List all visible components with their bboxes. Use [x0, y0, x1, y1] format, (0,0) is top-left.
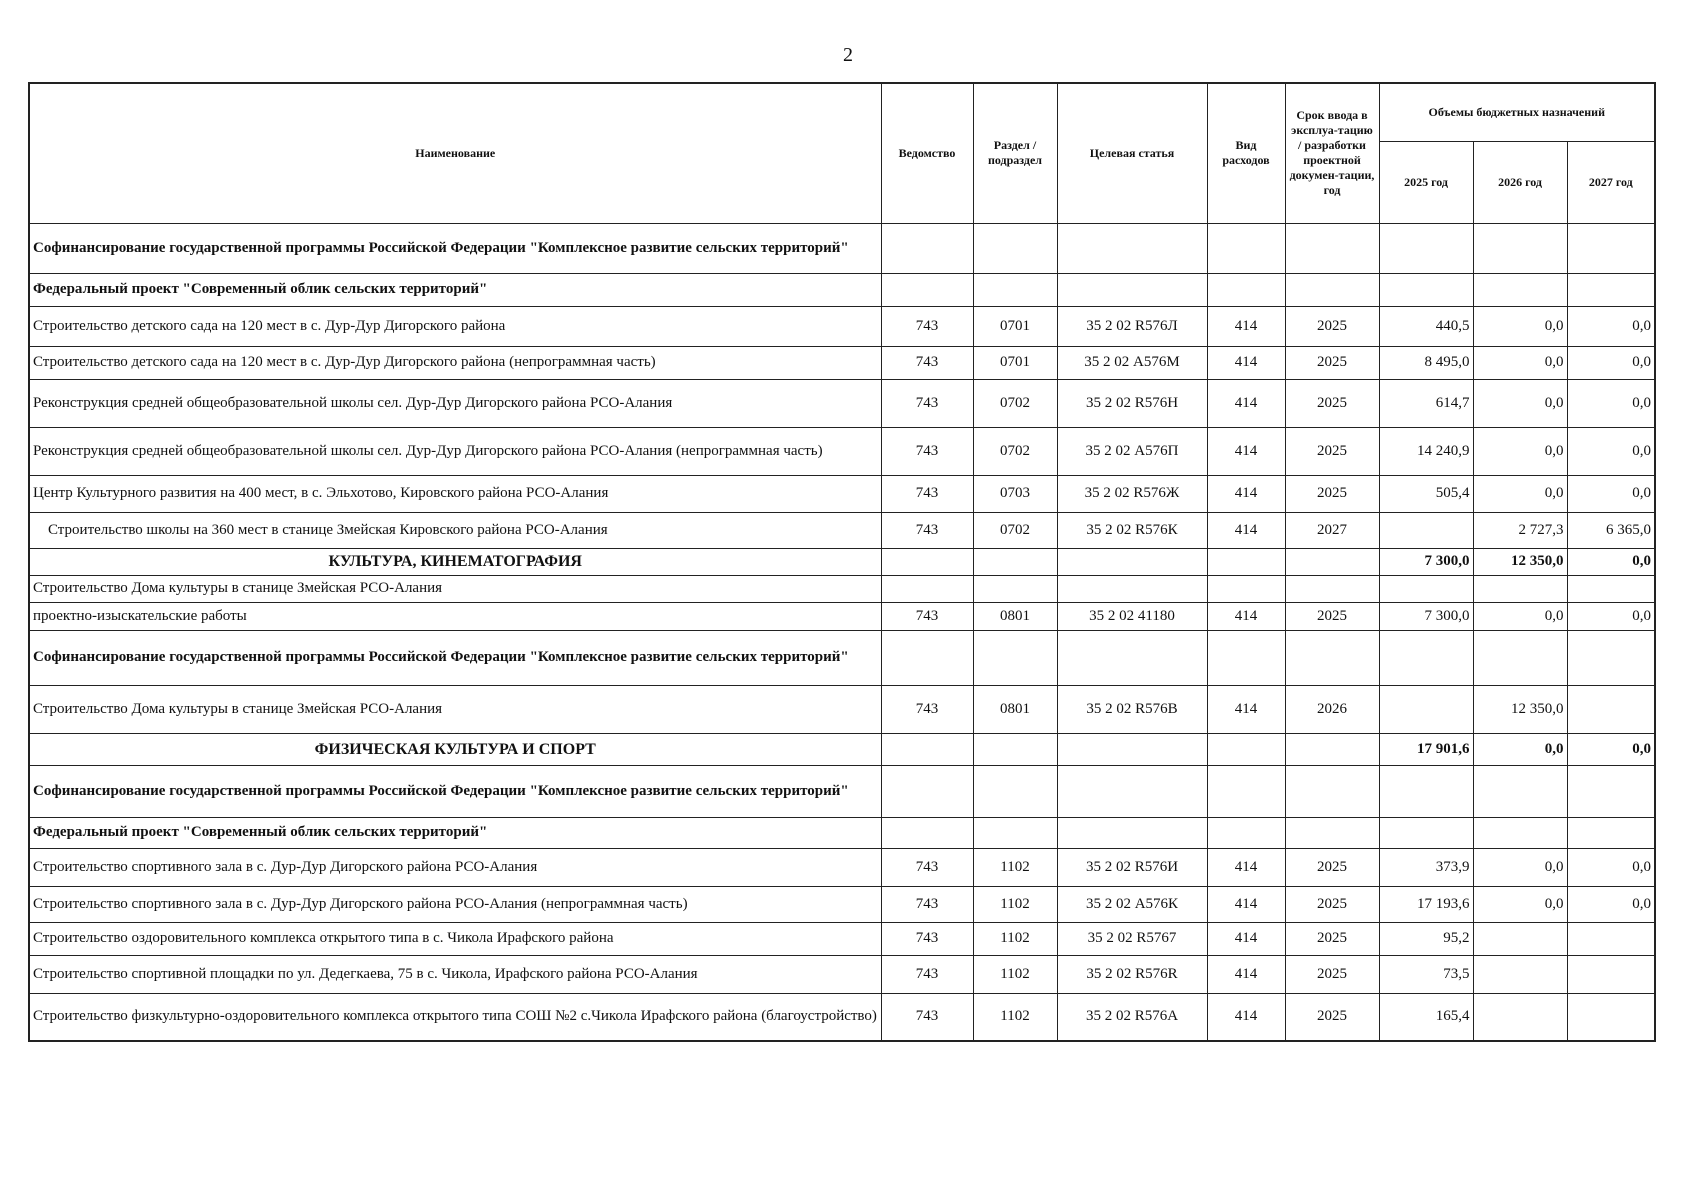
row-value-2025: 165,4	[1379, 993, 1473, 1041]
row-exp-type: 414	[1207, 993, 1285, 1041]
row-value-2025	[1379, 223, 1473, 273]
row-value-2025	[1379, 685, 1473, 733]
row-section: 0801	[973, 602, 1057, 630]
row-exp-type: 414	[1207, 602, 1285, 630]
row-value-2026: 0,0	[1473, 379, 1567, 427]
row-name: Строительство оздоровительного комплекса открытого типа в с. Чикола Ирафского района	[29, 922, 881, 955]
row-value-2025: 17 901,6	[1379, 733, 1473, 765]
row-value-2027	[1567, 223, 1655, 273]
row-section	[973, 548, 1057, 575]
table-row	[29, 886, 1655, 922]
row-term: 2025	[1285, 848, 1379, 886]
row-name: Софинансирование государственной программы Российской Федерации "Комплексное развитие сельских территорий"	[29, 630, 881, 685]
budget-table	[28, 82, 1656, 1042]
table-row	[29, 223, 1655, 273]
row-value-2025: 17 193,6	[1379, 886, 1473, 922]
row-value-2025	[1379, 630, 1473, 685]
row-dept: 743	[881, 602, 973, 630]
row-name: ФИЗИЧЕСКАЯ КУЛЬТУРА И СПОРТ	[29, 733, 881, 765]
row-dept: 743	[881, 379, 973, 427]
row-value-2026	[1473, 765, 1567, 817]
row-value-2026: 0,0	[1473, 602, 1567, 630]
row-name: Строительство спортивной площадки по ул. Дедегкаева, 75 в с. Чикола, Ирафского района РСО-Алания	[29, 955, 881, 993]
row-exp-type	[1207, 575, 1285, 602]
row-term	[1285, 630, 1379, 685]
row-value-2025	[1379, 765, 1473, 817]
row-name: Софинансирование государственной программы Российской Федерации "Комплексное развитие сельских территорий"	[29, 765, 881, 817]
row-value-2025: 8 495,0	[1379, 346, 1473, 379]
row-value-2025: 7 300,0	[1379, 602, 1473, 630]
header-name: Наименование	[29, 83, 881, 223]
header-exp-type: Вид расходов	[1207, 83, 1285, 223]
header-term: Срок ввода в эксплуа-тацию / разработки проектной докумен-тации, год	[1285, 83, 1379, 223]
table-row	[29, 922, 1655, 955]
row-section: 0702	[973, 512, 1057, 548]
row-term: 2025	[1285, 955, 1379, 993]
row-dept	[881, 223, 973, 273]
row-value-2025	[1379, 817, 1473, 848]
row-value-2026	[1473, 817, 1567, 848]
table-row	[29, 475, 1655, 512]
row-term: 2025	[1285, 306, 1379, 346]
row-term	[1285, 765, 1379, 817]
page-number: 2	[843, 44, 853, 66]
row-dept: 743	[881, 346, 973, 379]
row-target	[1057, 630, 1207, 685]
table-body	[29, 223, 1655, 1041]
row-dept: 743	[881, 922, 973, 955]
row-section: 1102	[973, 886, 1057, 922]
row-name: Софинансирование государственной программы Российской Федерации "Комплексное развитие сельских территорий"	[29, 223, 881, 273]
row-value-2027	[1567, 922, 1655, 955]
row-exp-type	[1207, 817, 1285, 848]
row-dept: 743	[881, 512, 973, 548]
row-dept: 743	[881, 427, 973, 475]
row-value-2026: 12 350,0	[1473, 685, 1567, 733]
row-section	[973, 765, 1057, 817]
row-name: Федеральный проект "Современный облик сельских территорий"	[29, 817, 881, 848]
row-target	[1057, 817, 1207, 848]
row-target: 35 2 02 А576К	[1057, 886, 1207, 922]
row-term: 2027	[1285, 512, 1379, 548]
row-value-2026: 0,0	[1473, 427, 1567, 475]
row-name: Реконструкция средней общеобразовательной школы сел. Дур-Дур Дигорского района РСО-Алания (непрограммная часть)	[29, 427, 881, 475]
row-value-2025: 440,5	[1379, 306, 1473, 346]
row-value-2026	[1473, 575, 1567, 602]
row-value-2025: 373,9	[1379, 848, 1473, 886]
row-section: 0703	[973, 475, 1057, 512]
row-value-2026: 0,0	[1473, 733, 1567, 765]
row-target: 35 2 02 R576К	[1057, 512, 1207, 548]
row-value-2025	[1379, 512, 1473, 548]
row-value-2027	[1567, 955, 1655, 993]
row-section	[973, 733, 1057, 765]
row-target	[1057, 223, 1207, 273]
row-value-2025	[1379, 273, 1473, 306]
row-section	[973, 273, 1057, 306]
row-value-2026: 0,0	[1473, 848, 1567, 886]
row-dept: 743	[881, 993, 973, 1041]
row-value-2027: 0,0	[1567, 379, 1655, 427]
row-exp-type: 414	[1207, 922, 1285, 955]
row-value-2026	[1473, 223, 1567, 273]
row-dept	[881, 575, 973, 602]
row-exp-type: 414	[1207, 379, 1285, 427]
table-row	[29, 765, 1655, 817]
row-exp-type	[1207, 733, 1285, 765]
row-exp-type: 414	[1207, 427, 1285, 475]
row-value-2025: 14 240,9	[1379, 427, 1473, 475]
row-value-2026: 0,0	[1473, 346, 1567, 379]
row-value-2026	[1473, 955, 1567, 993]
row-value-2025: 95,2	[1379, 922, 1473, 955]
row-term: 2025	[1285, 475, 1379, 512]
table-row	[29, 575, 1655, 602]
header-section: Раздел / подраздел	[973, 83, 1057, 223]
row-section: 1102	[973, 848, 1057, 886]
row-exp-type: 414	[1207, 512, 1285, 548]
row-name: КУЛЬТУРА, КИНЕМАТОГРАФИЯ	[29, 548, 881, 575]
row-name: Строительство школы на 360 мест в станице Змейская Кировского района РСО-Алания	[29, 512, 881, 548]
row-name: Строительство Дома культуры в станице Змейская РСО-Алания	[29, 685, 881, 733]
header-2025: 2025 год	[1379, 141, 1473, 223]
row-term	[1285, 548, 1379, 575]
table-row	[29, 993, 1655, 1041]
header-2026: 2026 год	[1473, 141, 1567, 223]
row-value-2026: 0,0	[1473, 475, 1567, 512]
row-name: Центр Культурного развития на 400 мест, в с. Эльхотово, Кировского района РСО-Алания	[29, 475, 881, 512]
row-target	[1057, 733, 1207, 765]
row-value-2027	[1567, 817, 1655, 848]
row-exp-type: 414	[1207, 848, 1285, 886]
row-target	[1057, 575, 1207, 602]
row-value-2027	[1567, 575, 1655, 602]
row-exp-type	[1207, 630, 1285, 685]
row-exp-type	[1207, 273, 1285, 306]
row-exp-type	[1207, 548, 1285, 575]
row-term	[1285, 575, 1379, 602]
table-row	[29, 848, 1655, 886]
row-term: 2025	[1285, 346, 1379, 379]
row-exp-type: 414	[1207, 475, 1285, 512]
row-target: 35 2 02 R5767	[1057, 922, 1207, 955]
row-value-2025: 505,4	[1379, 475, 1473, 512]
table-row	[29, 685, 1655, 733]
row-dept: 743	[881, 475, 973, 512]
row-value-2026: 0,0	[1473, 306, 1567, 346]
table-row	[29, 733, 1655, 765]
row-dept	[881, 817, 973, 848]
row-term: 2025	[1285, 379, 1379, 427]
row-target: 35 2 02 R576R	[1057, 955, 1207, 993]
row-value-2026	[1473, 922, 1567, 955]
row-target: 35 2 02 А576М	[1057, 346, 1207, 379]
row-value-2027: 0,0	[1567, 602, 1655, 630]
row-value-2027: 0,0	[1567, 886, 1655, 922]
row-value-2027	[1567, 993, 1655, 1041]
row-target: 35 2 02 R576В	[1057, 685, 1207, 733]
table-row	[29, 306, 1655, 346]
row-dept	[881, 273, 973, 306]
row-exp-type	[1207, 223, 1285, 273]
table-row	[29, 548, 1655, 575]
row-term	[1285, 273, 1379, 306]
row-value-2027: 0,0	[1567, 548, 1655, 575]
row-name: Строительство физкультурно-оздоровительного комплекса открытого типа СОШ №2 с.Чикола Ирафского района (благоустройство)	[29, 993, 881, 1041]
row-section: 0702	[973, 379, 1057, 427]
row-dept	[881, 630, 973, 685]
row-section: 1102	[973, 922, 1057, 955]
table-row	[29, 512, 1655, 548]
row-value-2027	[1567, 765, 1655, 817]
row-name: Строительство Дома культуры в станице Змейская РСО-Алания	[29, 575, 881, 602]
header-budget-group: Объемы бюджетных назначений	[1379, 83, 1655, 141]
row-section	[973, 575, 1057, 602]
row-target	[1057, 273, 1207, 306]
row-section: 0701	[973, 306, 1057, 346]
row-dept	[881, 765, 973, 817]
table-row	[29, 379, 1655, 427]
row-dept: 743	[881, 685, 973, 733]
row-target: 35 2 02 R576А	[1057, 993, 1207, 1041]
row-value-2027	[1567, 273, 1655, 306]
row-value-2026	[1473, 273, 1567, 306]
row-value-2027: 6 365,0	[1567, 512, 1655, 548]
row-value-2025: 73,5	[1379, 955, 1473, 993]
row-exp-type: 414	[1207, 685, 1285, 733]
row-name: Строительство детского сада на 120 мест в с. Дур-Дур Дигорского района (непрограммная часть)	[29, 346, 881, 379]
row-target: 35 2 02 R576И	[1057, 848, 1207, 886]
row-dept: 743	[881, 955, 973, 993]
row-dept: 743	[881, 306, 973, 346]
table-row	[29, 630, 1655, 685]
row-term	[1285, 733, 1379, 765]
row-value-2025	[1379, 575, 1473, 602]
row-term	[1285, 223, 1379, 273]
row-name: проектно-изыскательские работы	[29, 602, 881, 630]
row-target	[1057, 548, 1207, 575]
row-value-2027	[1567, 630, 1655, 685]
row-section: 1102	[973, 955, 1057, 993]
row-dept	[881, 733, 973, 765]
table-row	[29, 602, 1655, 630]
row-section: 0702	[973, 427, 1057, 475]
row-value-2026: 2 727,3	[1473, 512, 1567, 548]
row-target: 35 2 02 R576Н	[1057, 379, 1207, 427]
row-dept	[881, 548, 973, 575]
table-row	[29, 273, 1655, 306]
row-term: 2026	[1285, 685, 1379, 733]
row-name: Строительство спортивного зала в с. Дур-Дур Дигорского района РСО-Алания	[29, 848, 881, 886]
row-exp-type: 414	[1207, 955, 1285, 993]
row-term: 2025	[1285, 427, 1379, 475]
row-value-2026	[1473, 993, 1567, 1041]
row-name: Федеральный проект "Современный облик сельских территорий"	[29, 273, 881, 306]
table-row	[29, 817, 1655, 848]
row-value-2027: 0,0	[1567, 848, 1655, 886]
row-value-2025: 7 300,0	[1379, 548, 1473, 575]
row-name: Строительство спортивного зала в с. Дур-Дур Дигорского района РСО-Алания (непрограммная часть)	[29, 886, 881, 922]
header-dept: Ведомство	[881, 83, 973, 223]
row-target	[1057, 765, 1207, 817]
row-term: 2025	[1285, 602, 1379, 630]
row-target: 35 2 02 R576Ж	[1057, 475, 1207, 512]
row-value-2026: 12 350,0	[1473, 548, 1567, 575]
row-term: 2025	[1285, 886, 1379, 922]
row-value-2027: 0,0	[1567, 306, 1655, 346]
row-section: 0701	[973, 346, 1057, 379]
row-value-2027: 0,0	[1567, 733, 1655, 765]
row-name: Строительство детского сада на 120 мест в с. Дур-Дур Дигорского района	[29, 306, 881, 346]
row-term: 2025	[1285, 922, 1379, 955]
row-dept: 743	[881, 848, 973, 886]
row-exp-type	[1207, 765, 1285, 817]
table-row	[29, 427, 1655, 475]
row-section: 1102	[973, 993, 1057, 1041]
row-target: 35 2 02 41180	[1057, 602, 1207, 630]
row-exp-type: 414	[1207, 346, 1285, 379]
table-row	[29, 955, 1655, 993]
row-section	[973, 630, 1057, 685]
row-exp-type: 414	[1207, 306, 1285, 346]
header-target: Целевая статья	[1057, 83, 1207, 223]
row-term	[1285, 817, 1379, 848]
row-term: 2025	[1285, 993, 1379, 1041]
header-2027: 2027 год	[1567, 141, 1655, 223]
row-section	[973, 817, 1057, 848]
row-dept: 743	[881, 886, 973, 922]
row-value-2026	[1473, 630, 1567, 685]
row-name: Реконструкция средней общеобразовательной школы сел. Дур-Дур Дигорского района РСО-Алания	[29, 379, 881, 427]
row-value-2027	[1567, 685, 1655, 733]
row-value-2027: 0,0	[1567, 475, 1655, 512]
row-exp-type: 414	[1207, 886, 1285, 922]
row-value-2027: 0,0	[1567, 346, 1655, 379]
row-section: 0801	[973, 685, 1057, 733]
row-value-2026: 0,0	[1473, 886, 1567, 922]
row-target: 35 2 02 А576П	[1057, 427, 1207, 475]
row-section	[973, 223, 1057, 273]
row-target: 35 2 02 R576Л	[1057, 306, 1207, 346]
row-value-2027: 0,0	[1567, 427, 1655, 475]
table-row	[29, 346, 1655, 379]
row-value-2025: 614,7	[1379, 379, 1473, 427]
